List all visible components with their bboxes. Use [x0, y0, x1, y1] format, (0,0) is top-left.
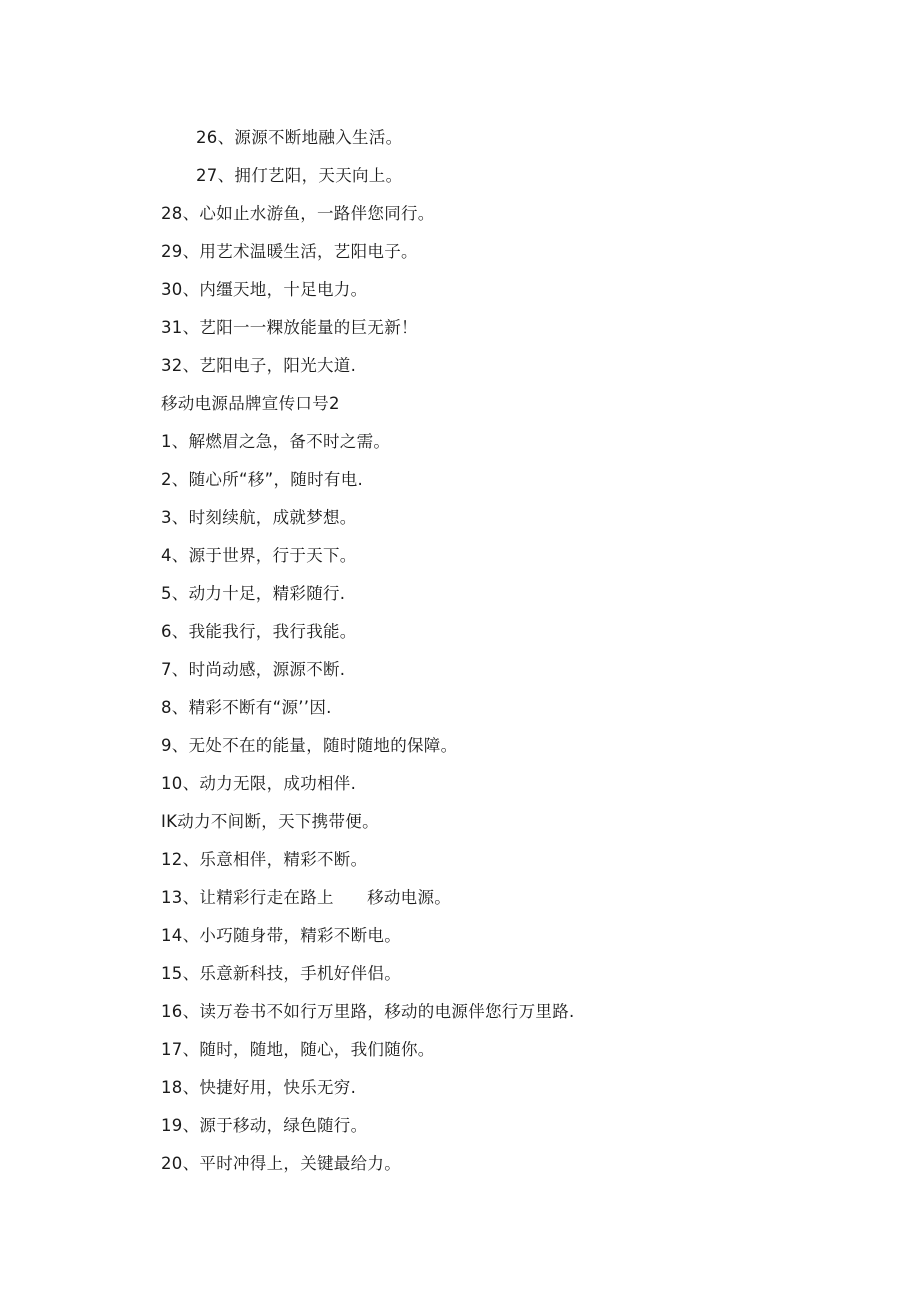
list-item: 16、读万卷书不如行万里路，移动的电源伴您行万里路.: [161, 1002, 575, 1021]
list-item: 32、艺阳电子，阳光大道.: [161, 356, 357, 375]
list-item: 20、平时冲得上，关键最给力。: [161, 1154, 401, 1173]
list-item: 29、用艺术温暖生活，艺阳电子。: [161, 242, 418, 261]
list-item: 1、解燃眉之急，备不时之需。: [161, 432, 391, 451]
list-item: 31、艺阳一一粿放能量的巨无新！: [161, 318, 418, 337]
list-item: 15、乐意新科技，手机好伴侣。: [161, 964, 401, 983]
list-item: 30、内缰天地，十足电力。: [161, 280, 368, 299]
list-item: 27、拥仃艺阳，天天向上。: [196, 166, 403, 185]
list-item: 9、无处不在的能量，随时随地的保障。: [161, 736, 458, 755]
list-item: 18、快捷好用，快乐无穷.: [161, 1078, 357, 1097]
list-item: 8、精彩不断有“源’’因.: [161, 698, 332, 717]
list-item: 6、我能我行，我行我能。: [161, 622, 357, 641]
list-item: 4、源于世界，行于天下。: [161, 546, 357, 565]
list-item: 19、源于移动，绿色随行。: [161, 1116, 368, 1135]
list-item: 26、源源不断地融入生活。: [196, 128, 403, 147]
list-item: 17、随时，随地，随心，我们随你。: [161, 1040, 435, 1059]
slogan-list: [0, 119, 920, 1183]
list-item: 12、乐意相伴，精彩不断。: [161, 850, 368, 869]
list-item: 28、心如止水游鱼，一路伴您同行。: [161, 204, 435, 223]
section-heading: 移动电源品牌宣传口号2: [161, 394, 340, 413]
list-item: 3、时刻续航，成就梦想。: [161, 508, 357, 527]
list-item: IK动力不间断，天下携带便。: [161, 812, 379, 831]
list-item: 2、随心所“移”，随时有电.: [161, 470, 364, 489]
list-item: 7、时尚动感，源源不断.: [161, 660, 346, 679]
list-item: 14、小巧随身带，精彩不断电。: [161, 926, 401, 945]
list-item: 10、动力无限，成功相伴.: [161, 774, 357, 793]
list-item: 5、动力十足，精彩随行.: [161, 584, 346, 603]
list-item: 13、让精彩行走在路上 移动电源。: [161, 888, 452, 907]
